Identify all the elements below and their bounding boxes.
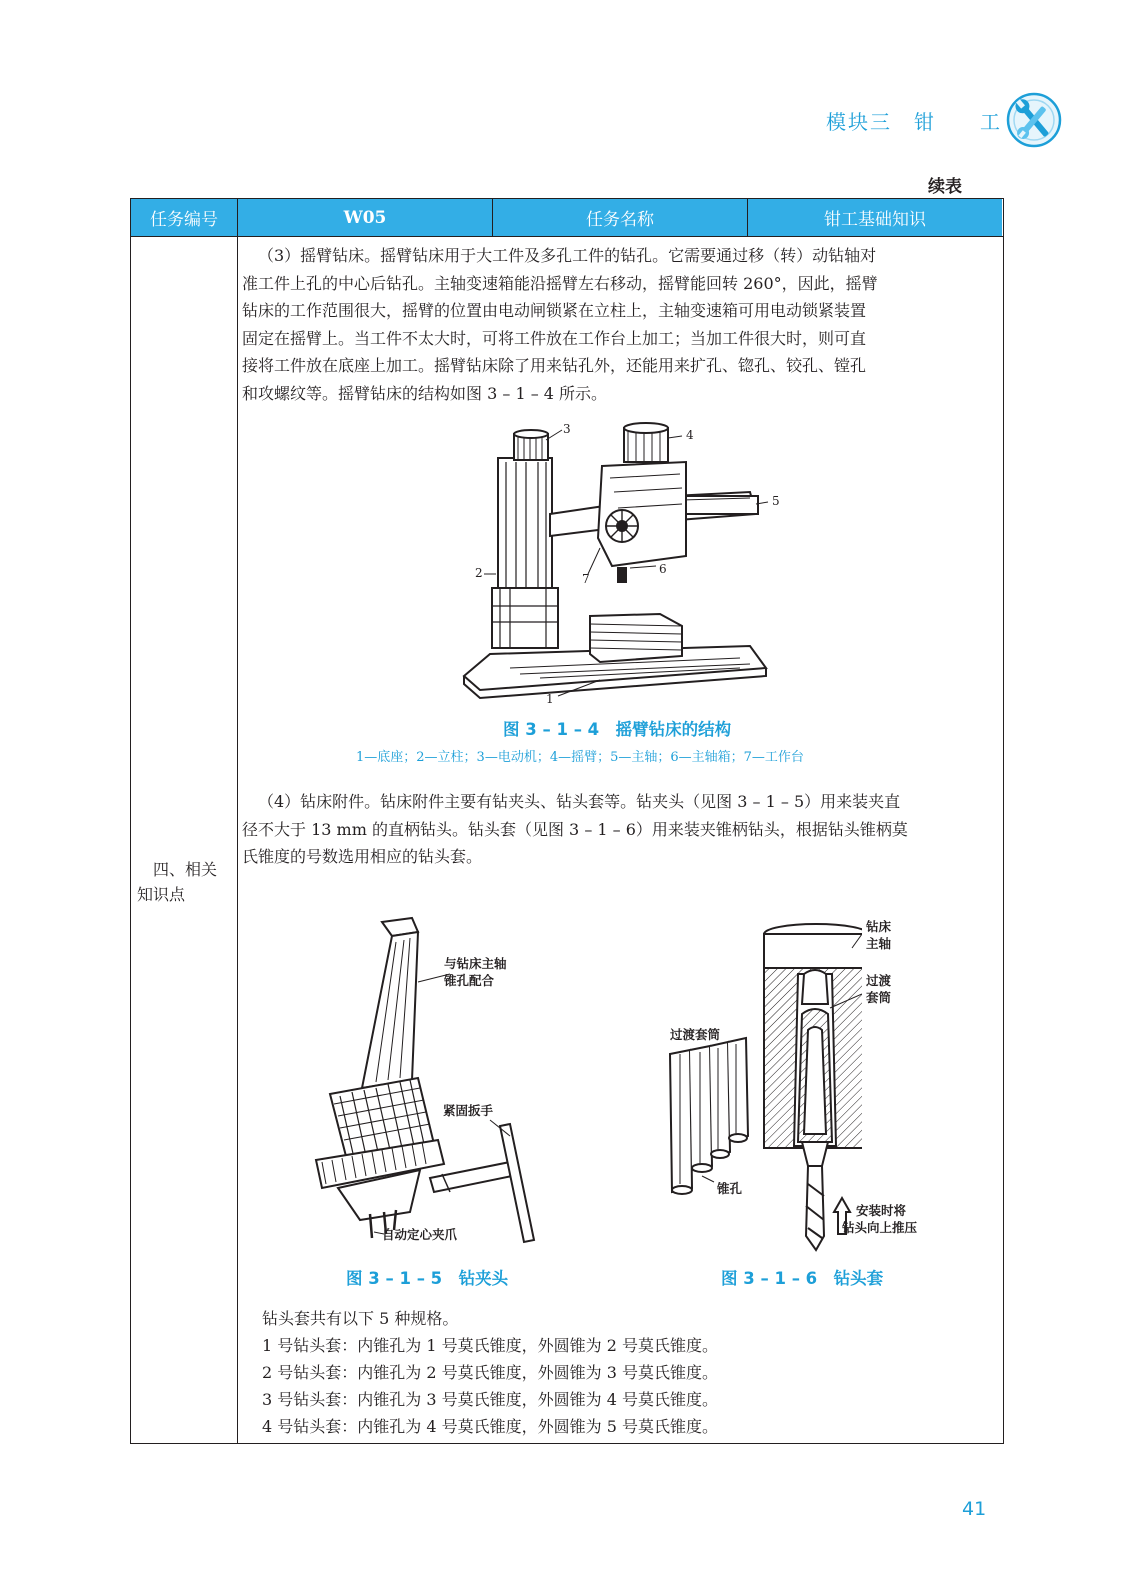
part-number-1: 1	[546, 692, 554, 706]
label-push-up	[842, 1202, 918, 1236]
label-line: 钻床	[866, 919, 892, 934]
label-line: 套筒	[866, 990, 892, 1005]
paragraph-line: 固定在摇臂上。当工件不太大时，可将工件放在工作台上加工；当加工件很大时，则可直	[242, 328, 867, 348]
paragraph-drill-accessories	[242, 788, 998, 871]
figure-caption-3-1-5: 图 3 – 1 – 5 钻夹头	[346, 1269, 509, 1288]
spec-item: 3 号钻头套：内锥孔为 3 号莫氏锥度，外圆锥为 4 号莫氏锥度。	[262, 1390, 718, 1409]
label-line: 与钻床主轴	[444, 956, 507, 971]
related-knowledge-label	[137, 857, 233, 907]
label-adapter-sleeves: 过渡套筒	[670, 1027, 721, 1042]
left-label-line-2: 知识点	[137, 885, 186, 904]
spec-intro: 钻头套共有以下 5 种规格。	[262, 1309, 459, 1328]
label-adapter-sleeve	[866, 972, 891, 1006]
label-line: 锥孔配合	[444, 973, 495, 988]
continued-label: 续表	[928, 177, 962, 197]
left-label-line-1: 四、相关	[153, 860, 218, 879]
part-number-6: 6	[659, 562, 667, 576]
wrench-logo-icon	[1004, 90, 1064, 150]
label-line: 主轴	[866, 936, 892, 951]
figure-legend-3-1-4: 1—底座；2—立柱；3—电动机；4—摇臂；5—主轴；6—主轴箱；7—工作台	[356, 750, 804, 765]
table-header-row	[131, 199, 1003, 237]
header-task-id-label: 任务编号	[131, 199, 238, 236]
page-number: 41	[962, 1498, 987, 1520]
paragraph-line: 径不大于 13 mm 的直柄钻头。钻头套（见图 3 – 1 – 6）用来装夹锥柄钻头，根据钻头锥柄莫	[242, 819, 908, 839]
module-title: 模块三 钳 工	[826, 110, 1002, 134]
label-taper-fit	[444, 955, 507, 989]
radial-drill-illustration	[450, 418, 790, 710]
paragraph-radial-drill	[242, 242, 998, 407]
drill-chuck-illustration	[300, 912, 550, 1256]
label-line: 钻头向上推压	[842, 1220, 918, 1235]
spec-item: 4 号钻头套：内锥孔为 4 号莫氏锥度，外圆锥为 5 号莫氏锥度。	[262, 1417, 718, 1436]
label-line: 过渡	[866, 973, 892, 988]
part-number-4: 4	[686, 428, 694, 442]
part-number-5: 5	[772, 494, 780, 508]
figure-caption-3-1-4: 图 3 – 1 – 4 摇臂钻床的结构	[503, 720, 732, 739]
paragraph-line: （4）钻床附件。钻床附件主要有钻夹头、钻头套等。钻夹头（见图 3 – 1 – 5）用来装夹直	[258, 792, 901, 811]
paragraph-line: 氏锥度的号数选用相应的钻头套。	[242, 847, 483, 866]
table-left-column	[131, 237, 238, 1443]
part-number-7: 7	[582, 572, 590, 586]
label-line: 安装时将	[856, 1203, 907, 1218]
paragraph-line: 准工件上孔的中心后钻孔。主轴变速箱能沿摇臂左右移动，摇臂能回转 260°，因此，摇臂	[242, 273, 878, 293]
label-drill-spindle	[866, 918, 891, 952]
spec-item: 2 号钻头套：内锥孔为 2 号莫氏锥度，外圆锥为 3 号莫氏锥度。	[262, 1363, 718, 1382]
header-task-name-label: 任务名称	[493, 199, 748, 236]
spec-item: 1 号钻头套：内锥孔为 1 号莫氏锥度，外圆锥为 2 号莫氏锥度。	[262, 1336, 718, 1355]
paragraph-line: （3）摇臂钻床。摇臂钻床用于大工件及多孔工件的钻孔。它需要通过移（转）动钻轴对	[258, 246, 877, 265]
part-number-3: 3	[563, 422, 571, 436]
paragraph-line: 接将工件放在底座上加工。摇臂钻床除了用来钻孔外，还能用来扩孔、锪孔、铰孔、镗孔	[242, 356, 867, 375]
label-tightening-key: 紧固扳手	[443, 1103, 494, 1118]
paragraph-line: 钻床的工作范围很大，摇臂的位置由电动闸锁紧在立柱上，主轴变速箱可用电动锁紧装置	[242, 301, 867, 320]
header-task-id-value: W05	[238, 199, 493, 236]
drill-sleeve-illustration	[662, 914, 862, 1254]
figure-caption-3-1-6: 图 3 – 1 – 6 钻头套	[721, 1269, 884, 1288]
header-task-name-value: 钳工基础知识	[748, 199, 1002, 236]
label-self-centering-jaws: 自动定心夹爪	[382, 1227, 458, 1242]
part-number-2: 2	[475, 566, 483, 580]
label-taper-hole: 锥孔	[717, 1181, 743, 1196]
paragraph-line: 和攻螺纹等。摇臂钻床的结构如图 3 – 1 – 4 所示。	[242, 383, 608, 403]
